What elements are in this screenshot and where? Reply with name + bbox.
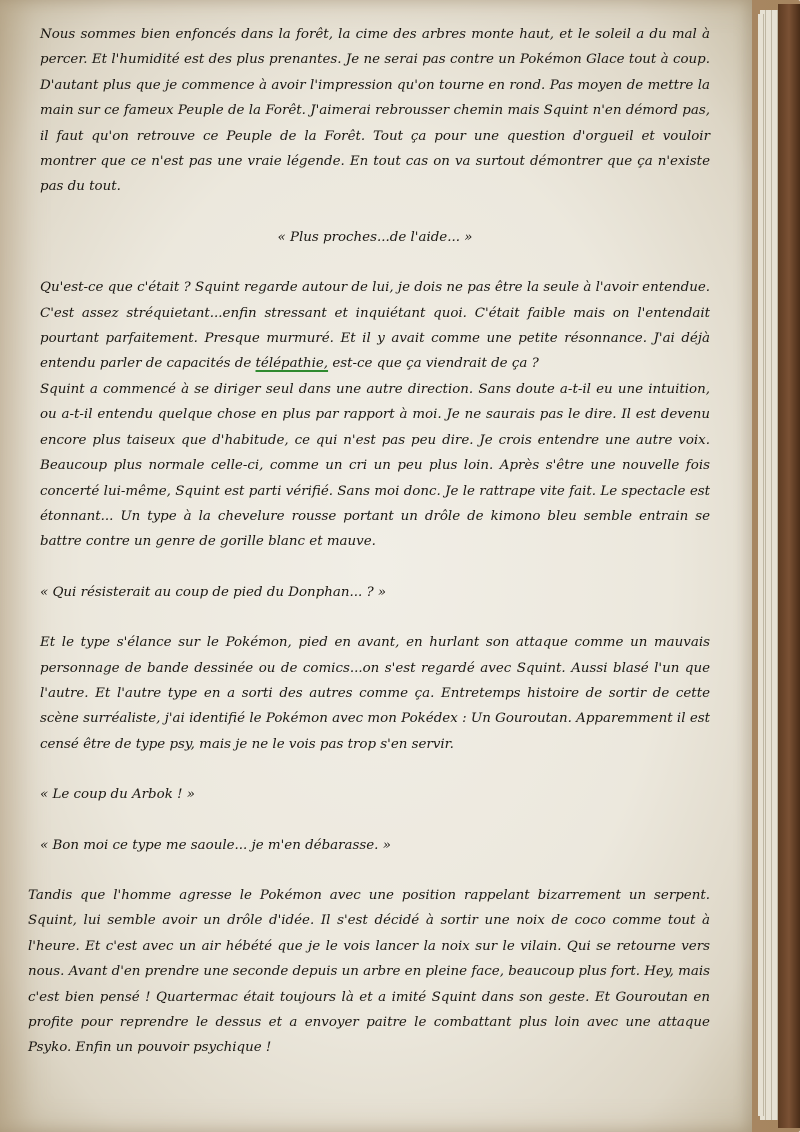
paragraph: Squint a commencé à se diriger seul dans une autre direction. Sans doute a-t-il eu une intuition, ou a-t-il entendu quelque chose en plus par rapport à moi. Je ne saurais pas le dire. Il est devenu encore plus taiseux que d'habitude, ce qui n'est pas peu dire. Je crois entendre une autre voix. Beaucoup plus normale celle-ci, comme un cri un peu plus loin. Après s'être une nouvelle fois concerté lui-même, Squint est parti vérifié. Sans moi donc. Je le rattrape vite fait. Le spectacle est étonnant... Un type à la chevelure rousse portant un drôle de kimono bleu semble entrain se battre contre un genre de gorille blanc et mauve. xyxy=(40,381,710,550)
dialogue-quote: « Le coup du Arbok ! » xyxy=(40,787,195,803)
paragraph: Et le type s'élance sur le Pokémon, pied en avant, en hurlant son attaque comme un mauvais personnage de bande dessinée ou de comics...on s'est regardé avec Squint. Aussi blasé l'un que l'autre. Et l'autre type en a sorti des autres comme ça. Entretemps histoire de sortir de cette scène surréaliste, j'ai identifié le Pokémon avec mon Pokédex : Un Gouroutan. Apparemment il est censé être de type psy, mais je ne le vois pas trop s'en servir. xyxy=(40,635,710,752)
paragraph xyxy=(40,275,710,377)
paragraph: Tandis que l'homme agresse le Pokémon avec une position rappelant bizarrement un serpent. Squint, lui semble avoir un drôle d'idée. Il s'est décidé à sortir une noix de coco comme tout à l'heure. Et c'est avec un air hébété que je le vois lancer la noix sur le vilain. Qui se retourne vers nous. Avant d'en prendre une seconde depuis un arbre en pleine face, beaucoup plus fort. Hey, mais c'est bien pensé ! Quartermac était toujours là et a imité Squint dans son geste. Et Gouroutan en profite pour reprendre le dessus et a envoyer paitre le combattant plus loin avec une attaque Psyko. Enfin un pouvoir psychique ! xyxy=(28,887,710,1056)
page-edge xyxy=(758,14,764,1116)
dialogue-quote: « Plus proches...de l'aide... » xyxy=(277,229,473,245)
dialogue-quote: « Bon moi ce type me saoule... je m'en débarasse. » xyxy=(40,837,391,853)
paragraph: Nous sommes bien enfoncés dans la forêt, la cime des arbres monte haut, et le soleil a du mal à percer. Et l'humidité est des plus prenantes. Je ne serai pas contre un Pokémon Glace tout à coup. D'autant plus que je commence à avoir l'impression qu'on tourne en rond. Pas moyen de mettre la main sur ce fameux Peuple de la Forêt. J'aimerai rebrousser chemin mais Squint n'en démord pas, il faut qu'on retrouve ce Peuple de la Forêt. Tout ça pour une question d'orgueil et vouloir montrer que ce n'est pas une vraie légende. En tout cas on va surtout démontrer que ça n'existe pas du tout. xyxy=(40,27,710,195)
page-edge xyxy=(772,10,778,1120)
paragraph-text: Qu'est-ce que c'était ? Squint regarde autour de lui, je dois ne pas être la seule à l'avoir entendue. C'est assez stréquietant...enfin stressant et inquiétant quoi. C'était faible mais on l'entendait pourtant parfaitement. Presque murmuré. Et il y avait comme une petite résonnance. J'ai déjà entendu parler de capacités de xyxy=(40,280,710,372)
spellcheck-underlined-word[interactable]: télépathie, xyxy=(255,356,329,372)
page-text xyxy=(28,22,710,1061)
book-spine xyxy=(778,4,800,1128)
paragraph-text: est-ce que ça viendrait de ça ? xyxy=(328,356,539,372)
dialogue-quote: « Qui résisterait au coup de pied du Donphan... ? » xyxy=(40,584,387,600)
